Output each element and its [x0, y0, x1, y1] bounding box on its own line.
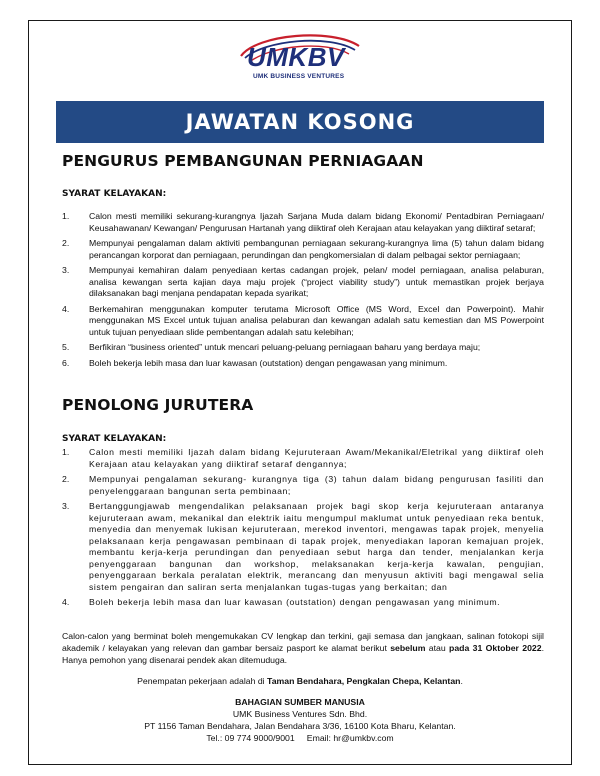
requirement-number: 3. [62, 501, 70, 511]
application-deadline-label: sebelum [390, 642, 426, 653]
position-2-requirements-list [62, 447, 544, 613]
logo-tagline: UMK BUSINESS VENTURES [253, 73, 345, 80]
placement-prefix: Penempatan pekerjaan adalah di [137, 676, 268, 686]
requirement-text: Calon mesti memiliki sekurang-kurangnya Ijazah Sarjana Muda dalam bidang Ekonomi/ Pentadbiran Perniagaan/ Keusahawanan/ Kewangan/ Pengurusan Hartanah yang diiktiraf oleh Kerajaan atau kelayakan yang diiktiraf setaraf; [89, 211, 544, 233]
page-title-banner: JAWATAN KOSONG [56, 101, 544, 143]
application-deadline-date: pada 31 Oktober 2022 [449, 642, 542, 653]
contact-address: PT 1156 Taman Bendahara, Jalan Bendahara 3/36, 16100 Kota Bharu, Kelantan. [144, 721, 456, 731]
application-text-1: Calon-calon yang berminat boleh mengemukakan CV lengkap dan terkini, gaji semasa dan jangkaan, salinan fotokopi sijil akademik / kelayakan yang relevan dan gambar bersaiz pasport ke alamat berikut [62, 631, 544, 653]
requirement-text: Bertanggungjawab mengendalikan pelaksanaan projek bagi skop kerja kejuruteraan antaranya kejuruteraan awam, mekanikal dan elektrik iaitu mengumpul maklumat untuk penyediaan reka bentuk, menyedia dan menyemak lukisan kejuruteraan, merekod inventori, mengawas tapak projek, menyelia pelaksanaan kerja pengawasan pembinaan di tapak projek, menyediakan laporan kemajuan projek, membantu kerja-kerja perundingan dan penyediaan sebut harga dan tender, menjalankan kerja penyenggaraan bangunan dan workshop, melaksanakan kerja-kerja kawalan, pengujian, penyenggaraan berkala peralatan elektrik, merancang dan menyusun aktiviti bagi mengawal selia sistem pengairan dan saliran serta menjalankan tugas-tugas yang berkaitan; dan [89, 501, 544, 592]
logo-wordmark: UMKBV [247, 42, 345, 72]
position-2-requirements-label: SYARAT KELAYAKAN: [62, 434, 167, 444]
contact-company: UMK Business Ventures Sdn. Bhd. [232, 709, 368, 719]
position-1-requirements-label: SYARAT KELAYAKAN: [62, 189, 167, 199]
requirement-item [62, 342, 544, 354]
placement-location: Taman Bendahara, Pengkalan Chepa, Kelantan [267, 676, 461, 686]
requirement-item [62, 265, 544, 300]
requirement-text: Berfikiran “business oriented” untuk mencari peluang-peluang perniagaan baharu yang berdaya maju; [89, 342, 481, 352]
requirement-number: 6. [62, 357, 70, 368]
position-2-title: PENOLONG JURUTERA [62, 396, 254, 414]
requirement-item [62, 597, 544, 609]
requirement-number: 4. [62, 303, 70, 314]
requirement-text: Boleh bekerja lebih masa dan luar kawasan (outstation) dengan pengawasan yang minimum. [89, 597, 501, 607]
requirement-item [62, 238, 544, 261]
requirement-number: 5. [62, 342, 70, 352]
umkbv-logo [237, 28, 365, 84]
requirement-text: Mempunyai pengalaman dalam aktiviti pembangunan perniagaan sekurang-kurangnya lima (5) tahun dalam bidang perancangan korporat dan perniagaan, perundingan dan pengkomersialan di dalam pelbagai sektor perniagaan; [89, 238, 544, 260]
application-connector: atau [428, 642, 446, 653]
requirement-item [62, 211, 544, 234]
application-instructions [62, 631, 544, 666]
requirement-number: 2. [62, 238, 70, 248]
requirement-number: 4. [62, 597, 70, 607]
requirement-text: Berkemahiran menggunakan komputer terutama Microsoft Office (MS Word, Excel dan Powerpoint). Mahir menggunakan MS Excel untuk tujuan analisa pelaburan dan kewangan adalah satu kemestian dan MS Powerpoint untuk tujuan penyediaan slide pembentangan adalah satu kelebihan; [89, 303, 544, 337]
contact-department: BAHAGIAN SUMBER MANUSIA [235, 697, 365, 707]
requirement-text: Mempunyai pengalaman sekurang- kurangnya tiga (3) tahun dalam bidang pengurusan fasiliti dan penyelenggaraan bangunan serta pembinaan; [89, 474, 544, 496]
requirement-text: Boleh bekerja lebih masa dan luar kawasan (outstation) dengan pengawasan yang minimum. [89, 357, 448, 368]
requirement-number: 2. [62, 474, 70, 484]
requirement-number: 1. [62, 211, 70, 221]
requirement-item [62, 447, 544, 470]
requirement-item [62, 358, 544, 370]
requirement-item [62, 501, 544, 593]
placement-suffix: . [460, 676, 463, 686]
requirement-number: 1. [62, 447, 70, 457]
application-text-2: . Hanya pemohon yang disenarai pendek akan ditemuduga. [62, 642, 544, 665]
requirement-number: 3. [62, 265, 70, 275]
placement-note [56, 676, 544, 688]
requirement-text: Calon mesti memiliki Ijazah dalam bidang Kejuruteraan Awam/Mekanikal/Eletrikal yang diiktiraf oleh Kerajaan atau kelayakan yang diiktiraf setaraf dengannya; [89, 447, 544, 469]
requirement-text: Mempunyai kemahiran dalam penyediaan kertas cadangan projek, pelan/ model perniagaan, analisa pelaburan, analisa kewangan serta kajian daya maju projek (“project viability study”) untuk memastikan projek berjaya dilaksanakan bagi menjana pendapatan kepada syarikat; [89, 265, 544, 298]
contact-phone-email: Tel.: 09 774 9000/9001 Email: hr@umkbv.com [206, 733, 394, 743]
position-1-requirements-list [62, 211, 544, 373]
requirement-item [62, 474, 544, 497]
position-1-title: PENGURUS PEMBANGUNAN PERNIAGAAN [62, 152, 424, 170]
requirement-item [62, 304, 544, 339]
